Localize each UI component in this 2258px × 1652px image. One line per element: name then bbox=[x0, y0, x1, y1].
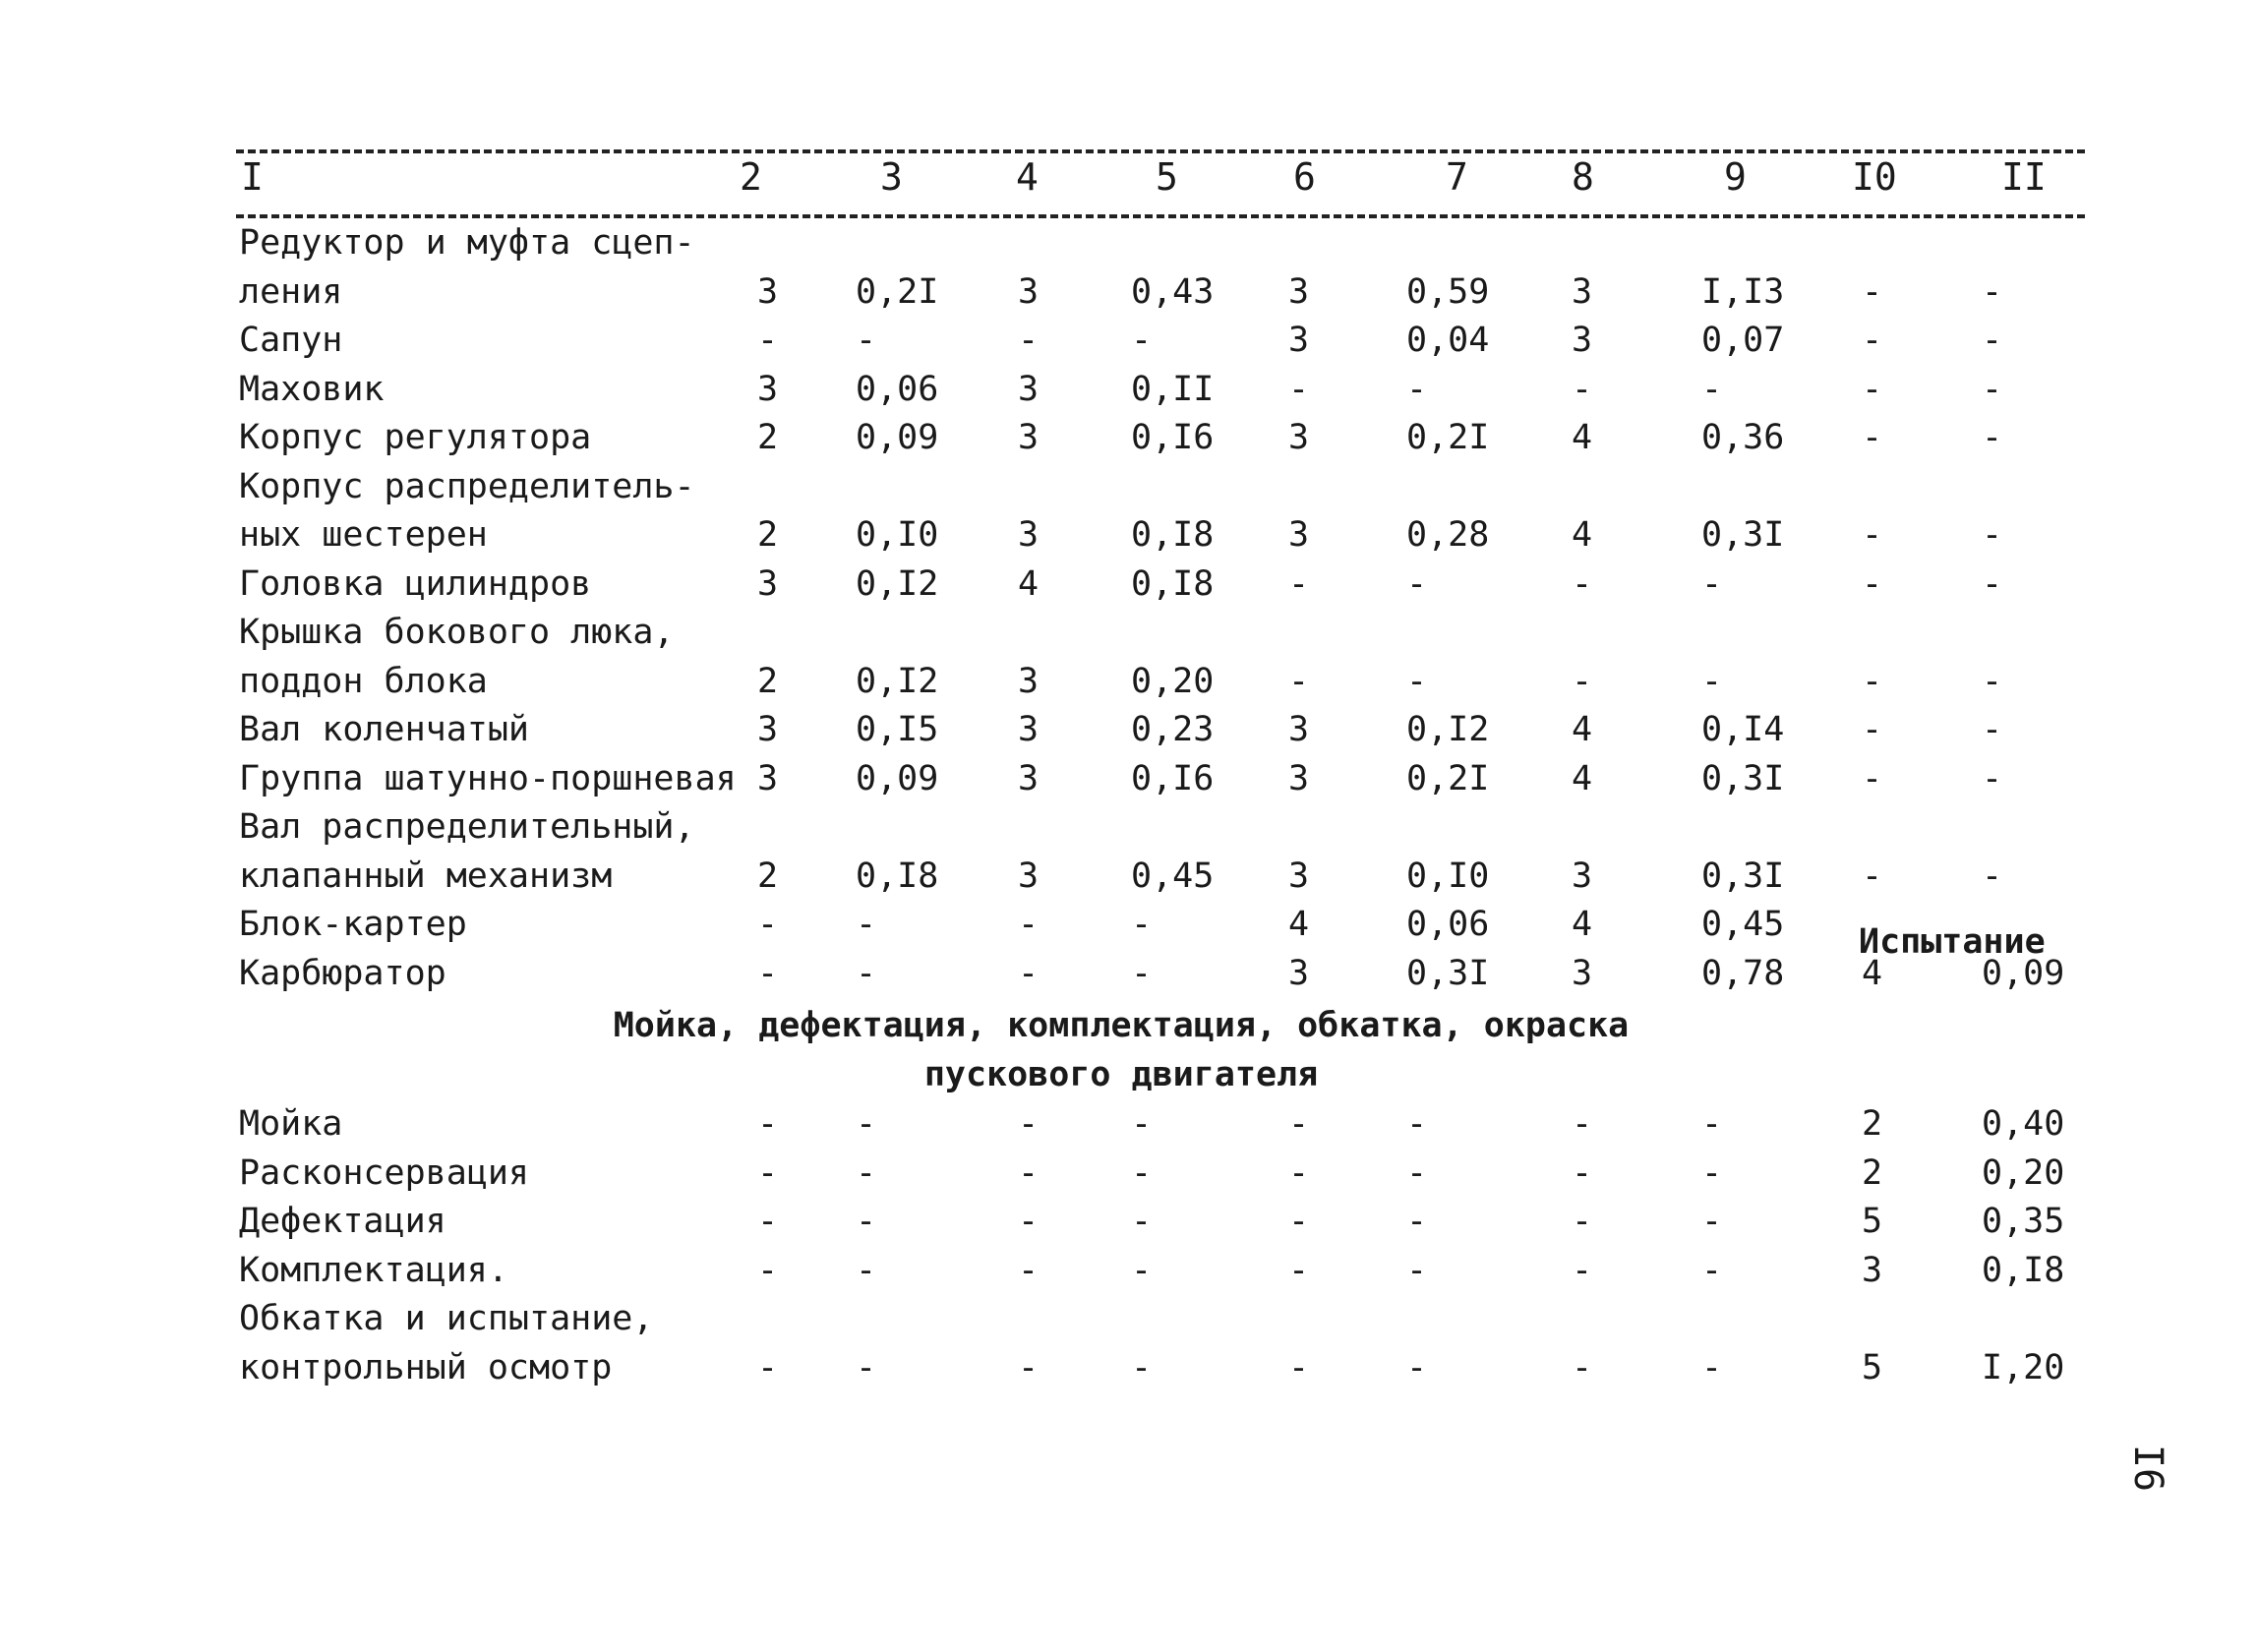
table-cell: - bbox=[1288, 661, 1310, 701]
table-cell: 3 bbox=[1288, 953, 1310, 993]
table-cell: 0,3I bbox=[1701, 856, 1785, 896]
table-cell: - bbox=[1701, 563, 1723, 604]
table-row bbox=[0, 754, 2258, 803]
page-number: I6 bbox=[2125, 1444, 2171, 1493]
table-cell: 3 bbox=[1018, 661, 1040, 701]
table-cell: 3 bbox=[1018, 758, 1040, 798]
table-cell: - bbox=[1572, 369, 1593, 409]
row-label: Блок-картер bbox=[239, 905, 467, 944]
table-cell: 4 bbox=[1862, 953, 1883, 993]
table-cell: - bbox=[1406, 1347, 1428, 1387]
table-cell: - bbox=[1406, 1104, 1428, 1144]
column-header: 7 bbox=[1446, 155, 1468, 199]
table-cell: - bbox=[1406, 369, 1428, 409]
table-cell: 0,I2 bbox=[856, 563, 939, 604]
table-cell: 4 bbox=[1572, 758, 1593, 798]
table-cell: - bbox=[757, 1347, 779, 1387]
table-cell: 4 bbox=[1572, 710, 1593, 749]
table-cell: - bbox=[1288, 1104, 1310, 1144]
table-cell: - bbox=[856, 1202, 877, 1241]
section-heading-line1: Мойка, дефектация, комплектация, обкатка, окраска bbox=[613, 1006, 1630, 1045]
table-cell: - bbox=[1018, 905, 1040, 944]
table-cell: - bbox=[1131, 1250, 1153, 1290]
table-row bbox=[0, 218, 2258, 267]
table-row bbox=[0, 1149, 2258, 1198]
table-cell: - bbox=[1406, 1152, 1428, 1193]
table-cell: - bbox=[1572, 1152, 1593, 1193]
table-cell: - bbox=[1572, 661, 1593, 701]
table-cell: - bbox=[1288, 1250, 1310, 1290]
table-cell: - bbox=[1131, 953, 1153, 993]
table-cell: 0,3I bbox=[1701, 515, 1785, 555]
table-cell: 3 bbox=[757, 758, 779, 798]
row-label: Корпус регулятора bbox=[239, 418, 592, 457]
table-cell: 0,I8 bbox=[1982, 1250, 2065, 1290]
table-row bbox=[0, 705, 2258, 754]
row-label: Дефектация bbox=[239, 1202, 446, 1241]
table-row bbox=[0, 1343, 2258, 1392]
table-cell: 3 bbox=[1572, 856, 1593, 896]
column-header: 8 bbox=[1572, 155, 1594, 199]
table-row bbox=[0, 1197, 2258, 1246]
table-cell: - bbox=[856, 953, 877, 993]
column-header: 3 bbox=[880, 155, 903, 199]
table-cell: - bbox=[1288, 369, 1310, 409]
column-header: 4 bbox=[1016, 155, 1039, 199]
table-cell: - bbox=[1862, 369, 1883, 409]
table-cell: - bbox=[1572, 1250, 1593, 1290]
table-cell: - bbox=[1018, 1250, 1040, 1290]
table-cell: - bbox=[1406, 1250, 1428, 1290]
table-cell: 0,2I bbox=[1406, 418, 1490, 457]
table-cell: - bbox=[1701, 1152, 1723, 1193]
table-cell: - bbox=[1018, 321, 1040, 360]
table-cell: 2 bbox=[757, 418, 779, 457]
table-cell: - bbox=[856, 1347, 877, 1387]
table-cell: 0,I4 bbox=[1701, 710, 1785, 749]
table-cell: 2 bbox=[757, 515, 779, 555]
table-cell: 0,09 bbox=[1982, 953, 2065, 993]
table-cell: - bbox=[1982, 271, 2003, 312]
row-label: Корпус распределитель- bbox=[239, 466, 695, 506]
row-label: Мойка bbox=[239, 1104, 343, 1144]
row-label: Комплектация. bbox=[239, 1250, 508, 1290]
table-cell: - bbox=[1982, 710, 2003, 749]
table-row bbox=[0, 1294, 2258, 1343]
table-cell: 2 bbox=[757, 661, 779, 701]
table-cell: 0,40 bbox=[1982, 1104, 2065, 1144]
table-cell: - bbox=[1982, 321, 2003, 360]
table-row bbox=[0, 413, 2258, 462]
table-cell: - bbox=[1982, 515, 2003, 555]
column-header: I bbox=[241, 155, 264, 199]
table-cell: - bbox=[1701, 369, 1723, 409]
table-cell: - bbox=[856, 1250, 877, 1290]
table-cell: 0,II bbox=[1131, 369, 1215, 409]
table-cell: 0,45 bbox=[1701, 905, 1785, 944]
table-cell: - bbox=[1288, 1202, 1310, 1241]
table-cell: - bbox=[1862, 515, 1883, 555]
table-row bbox=[0, 1099, 2258, 1149]
table-cell: 4 bbox=[1572, 418, 1593, 457]
table-cell: 0,I0 bbox=[1406, 856, 1490, 896]
table-cell: - bbox=[1131, 1202, 1153, 1241]
table-cell: 3 bbox=[1288, 418, 1310, 457]
column-header: 2 bbox=[740, 155, 762, 199]
table-cell: 3 bbox=[757, 369, 779, 409]
table-cell: 0,36 bbox=[1701, 418, 1785, 457]
table-cell: I,I3 bbox=[1701, 271, 1785, 312]
table-row bbox=[0, 560, 2258, 609]
table-cell: 0,20 bbox=[1982, 1152, 2065, 1193]
row-label: Маховик bbox=[239, 369, 385, 409]
table-cell: - bbox=[757, 1104, 779, 1144]
table-cell: 3 bbox=[757, 563, 779, 604]
table-cell: I,20 bbox=[1982, 1347, 2065, 1387]
table-cell: - bbox=[1018, 1202, 1040, 1241]
table-cell: 3 bbox=[757, 710, 779, 749]
table-row bbox=[0, 608, 2258, 657]
table-cell: 2 bbox=[1862, 1152, 1883, 1193]
row-label: Головка цилиндров bbox=[239, 563, 592, 604]
table-cell: 0,I8 bbox=[1131, 515, 1215, 555]
table-cell: 3 bbox=[1018, 515, 1040, 555]
table-cell: 0,59 bbox=[1406, 271, 1490, 312]
table-cell: - bbox=[757, 1202, 779, 1241]
table-cell: 0,28 bbox=[1406, 515, 1490, 555]
table-cell: - bbox=[1572, 563, 1593, 604]
row-label: Крышка бокового люка, bbox=[239, 613, 675, 652]
header-top-rule bbox=[236, 149, 2085, 153]
table-row bbox=[0, 510, 2258, 560]
table-cell: - bbox=[1406, 1202, 1428, 1241]
test-note: Испытание bbox=[1859, 922, 2046, 962]
table-cell: 0,04 bbox=[1406, 321, 1490, 360]
table-cell: 3 bbox=[1288, 710, 1310, 749]
table-cell: - bbox=[1862, 758, 1883, 798]
table-cell: - bbox=[1288, 1347, 1310, 1387]
table-cell: 0,78 bbox=[1701, 953, 1785, 993]
table-cell: - bbox=[1018, 1347, 1040, 1387]
row-label: Расконсервация bbox=[239, 1152, 530, 1193]
table-cell: 3 bbox=[1018, 418, 1040, 457]
row-label: Вал распределительный, bbox=[239, 807, 695, 847]
table-cell: - bbox=[757, 953, 779, 993]
row-label: ления bbox=[239, 271, 343, 312]
table-row bbox=[0, 802, 2258, 852]
table-cell: - bbox=[856, 321, 877, 360]
table-cell: - bbox=[1018, 1104, 1040, 1144]
table-row bbox=[0, 316, 2258, 365]
table-cell: - bbox=[757, 321, 779, 360]
table-cell: - bbox=[1701, 1104, 1723, 1144]
table-cell: - bbox=[1982, 661, 2003, 701]
row-label: поддон блока bbox=[239, 661, 488, 701]
table-cell: 3 bbox=[1572, 953, 1593, 993]
table-cell: 0,I6 bbox=[1131, 758, 1215, 798]
table-cell: - bbox=[1862, 661, 1883, 701]
table-cell: 0,35 bbox=[1982, 1202, 2065, 1241]
table-cell: - bbox=[1701, 1347, 1723, 1387]
table-cell: 4 bbox=[1018, 563, 1040, 604]
table-row bbox=[0, 852, 2258, 901]
table-cell: 0,3I bbox=[1701, 758, 1785, 798]
table-cell: - bbox=[1982, 563, 2003, 604]
table-cell: 0,2I bbox=[1406, 758, 1490, 798]
table-cell: 3 bbox=[1862, 1250, 1883, 1290]
table-cell: - bbox=[1862, 271, 1883, 312]
table-cell: 3 bbox=[1018, 856, 1040, 896]
table-cell: 0,3I bbox=[1406, 953, 1490, 993]
table-cell: - bbox=[1288, 563, 1310, 604]
table-cell: - bbox=[1572, 1347, 1593, 1387]
column-header: II bbox=[2001, 155, 2047, 199]
table-row bbox=[0, 1246, 2258, 1295]
table-cell: - bbox=[1701, 1202, 1723, 1241]
row-label: Карбюратор bbox=[239, 953, 446, 993]
table-cell: - bbox=[1572, 1104, 1593, 1144]
table-cell: - bbox=[1018, 1152, 1040, 1193]
table-cell: 3 bbox=[1288, 856, 1310, 896]
table-cell: 0,09 bbox=[856, 418, 939, 457]
table-cell: - bbox=[1131, 321, 1153, 360]
table-cell: - bbox=[1701, 1250, 1723, 1290]
section-heading-line2: пускового двигателя bbox=[923, 1055, 1319, 1094]
table-cell: - bbox=[1018, 953, 1040, 993]
table-cell: 0,45 bbox=[1131, 856, 1215, 896]
table-cell: - bbox=[1862, 710, 1883, 749]
table-cell: 0,06 bbox=[1406, 905, 1490, 944]
table-cell: 3 bbox=[1288, 321, 1310, 360]
table-cell: 3 bbox=[1018, 271, 1040, 312]
table-cell: 2 bbox=[1862, 1104, 1883, 1144]
row-label: Сапун bbox=[239, 321, 343, 360]
table-cell: 4 bbox=[1288, 905, 1310, 944]
table-cell: 0,43 bbox=[1131, 271, 1215, 312]
column-header: 5 bbox=[1156, 155, 1178, 199]
table-cell: 0,2I bbox=[856, 271, 939, 312]
table-cell: - bbox=[757, 1152, 779, 1193]
table-cell: - bbox=[757, 905, 779, 944]
table-cell: 0,09 bbox=[856, 758, 939, 798]
table-row bbox=[0, 267, 2258, 317]
table-row bbox=[0, 657, 2258, 706]
table-cell: 0,I0 bbox=[856, 515, 939, 555]
row-label: Вал коленчатый bbox=[239, 710, 530, 749]
table-row bbox=[0, 365, 2258, 414]
table-cell: - bbox=[1982, 369, 2003, 409]
table-cell: 0,07 bbox=[1701, 321, 1785, 360]
row-label: Обкатка и испытание, bbox=[239, 1299, 654, 1338]
table-cell: 0,23 bbox=[1131, 710, 1215, 749]
table-cell: - bbox=[1131, 905, 1153, 944]
table-cell: 3 bbox=[1288, 515, 1310, 555]
table-cell: - bbox=[1701, 661, 1723, 701]
table-cell: - bbox=[856, 1152, 877, 1193]
table-cell: - bbox=[1572, 1202, 1593, 1241]
table-cell: - bbox=[1288, 1152, 1310, 1193]
table-cell: 3 bbox=[1572, 271, 1593, 312]
table-cell: - bbox=[1862, 563, 1883, 604]
column-header: 6 bbox=[1293, 155, 1316, 199]
table-cell: 0,I8 bbox=[1131, 563, 1215, 604]
table-cell: 0,I2 bbox=[1406, 710, 1490, 749]
table-cell: - bbox=[1862, 856, 1883, 896]
table-cell: - bbox=[757, 1250, 779, 1290]
row-label: Группа шатунно-поршневая bbox=[239, 758, 737, 798]
table-cell: 0,20 bbox=[1131, 661, 1215, 701]
table-cell: - bbox=[1982, 856, 2003, 896]
table-cell: 3 bbox=[757, 271, 779, 312]
table-cell: 0,I8 bbox=[856, 856, 939, 896]
table-cell: - bbox=[856, 1104, 877, 1144]
column-header: 9 bbox=[1724, 155, 1747, 199]
table-cell: 0,I2 bbox=[856, 661, 939, 701]
table-cell: 3 bbox=[1572, 321, 1593, 360]
column-header: I0 bbox=[1852, 155, 1897, 199]
table-cell: 0,I6 bbox=[1131, 418, 1215, 457]
table-cell: 0,I5 bbox=[856, 710, 939, 749]
table-cell: - bbox=[1406, 661, 1428, 701]
table-cell: 3 bbox=[1018, 369, 1040, 409]
table-header bbox=[0, 146, 2258, 224]
row-label: клапанный механизм bbox=[239, 856, 613, 896]
table-cell: - bbox=[1406, 563, 1428, 604]
row-label: контрольный осмотр bbox=[239, 1347, 613, 1387]
table-cell: - bbox=[1131, 1104, 1153, 1144]
table-cell: 2 bbox=[757, 856, 779, 896]
table-cell: - bbox=[1131, 1347, 1153, 1387]
table-cell: 4 bbox=[1572, 515, 1593, 555]
table-row bbox=[0, 462, 2258, 511]
table-cell: 5 bbox=[1862, 1347, 1883, 1387]
table-cell: - bbox=[1862, 321, 1883, 360]
table-cell: 3 bbox=[1288, 758, 1310, 798]
table-cell: - bbox=[1982, 418, 2003, 457]
row-label: Редуктор и муфта сцеп- bbox=[239, 223, 695, 263]
row-label: ных шестерен bbox=[239, 515, 488, 555]
table-cell: - bbox=[1862, 418, 1883, 457]
table-cell: - bbox=[856, 905, 877, 944]
table-cell: 5 bbox=[1862, 1202, 1883, 1241]
table-cell: - bbox=[1982, 758, 2003, 798]
table-cell: 3 bbox=[1018, 710, 1040, 749]
table-cell: - bbox=[1131, 1152, 1153, 1193]
table-cell: 0,06 bbox=[856, 369, 939, 409]
table-cell: 4 bbox=[1572, 905, 1593, 944]
table-cell: 3 bbox=[1288, 271, 1310, 312]
